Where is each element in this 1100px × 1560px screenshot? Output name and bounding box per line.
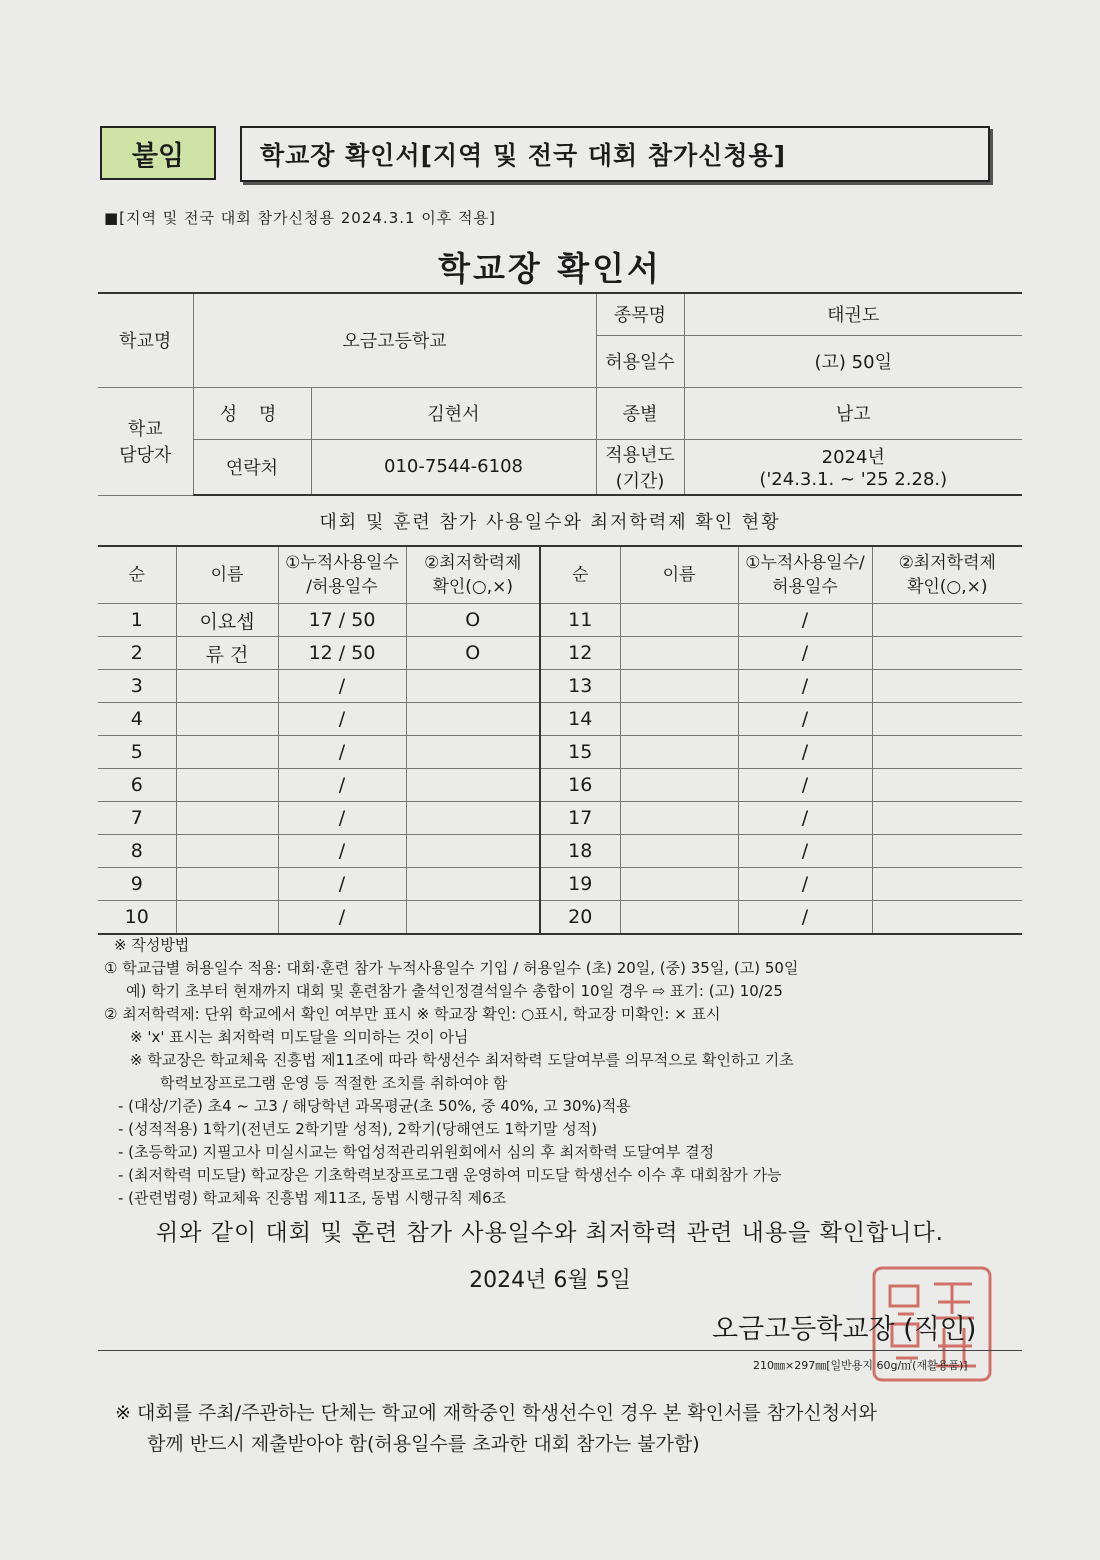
note-line: ※ 작성방법 [114,936,190,954]
note-line: - (대상/기준) 초4 ~ 고3 / 해당학년 과목평균(초 50%, 중 40%, 고 30%)적용 [118,1097,631,1115]
table-row: 2 류 건 12 / 50 O 12 / [98,637,1022,670]
year-label: 적용년도 (기간) [596,439,684,495]
category-value: 남고 [684,387,1022,439]
allowed-days-label: 허용일수 [596,335,684,387]
principal-signature: 오금고등학교장 (직인) [712,1314,977,1345]
header-days: ①누적사용일수 /허용일수 [278,546,406,604]
note-line: ※ 학교장은 학교체육 진흥법 제11조에 따라 학생선수 최저학력 도달여부를 의무적으로 확인하고 기초 [130,1051,794,1069]
note-line: ② 최저학력제: 단위 학교에서 확인 여부만 표시 ※ 학교장 확인: ○표시, 학교장 미확인: × 표시 [104,1005,721,1023]
note-line: - (초등학교) 지필고사 미실시교는 학업성적관리위원회에서 심의 후 최저학력 도달여부 결정 [118,1143,715,1161]
header-no: 순 [98,546,176,604]
header-no: 순 [540,546,620,604]
table-row: 3 / 13 / [98,670,1022,703]
table-row: 8 / 18 / [98,835,1022,868]
header-days: ①누적사용일수/ 허용일수 [738,546,872,604]
footer-line: ※ 대회를 주최/주관하는 단체는 학교에 재학중인 학생선수인 경우 본 확인서를 참가신청서와 [115,1402,877,1424]
table-row: 6 / 16 / [98,769,1022,802]
note-line: 예) 학기 초부터 현재까지 대회 및 훈련참가 출석인정결석일수 총합이 10일 경우 ⇨ 표기: (고) 10/25 [126,982,783,1000]
paper-spec: 210㎜×297㎜[일반용지 60g/㎡(재활용품)] [753,1359,968,1372]
table-row: 5 / 15 / [98,736,1022,769]
note-line: - (관련법령) 학교체육 진흥법 제11조, 동법 시행규칙 제6조 [118,1189,507,1207]
sport-value: 태권도 [684,293,1022,335]
year-value: 2024년 ('24.3.1. ~ '25 2.28.) [684,439,1022,495]
note-line: 학력보장프로그램 운영 등 적절한 조치를 취하여야 함 [160,1074,508,1092]
sport-label: 종목명 [596,293,684,335]
note-line: ① 학교급별 허용일수 적용: 대회·훈련 참가 누적사용일수 기입 / 허용일수 (초) 20일, (중) 35일, (고) 50일 [104,959,799,977]
header-check: ②최저학력제 확인(○,×) [872,546,1022,604]
table-title: 대회 및 훈련 참가 사용일수와 최저학력제 확인 현황 [319,512,781,533]
contact-label: 연락처 [193,439,311,495]
table-row: 4 / 14 / [98,703,1022,736]
table-row: 7 / 17 / [98,802,1022,835]
table-row: 1 이요셉 17 / 50 O 11 / [98,604,1022,637]
note-line: - (최저학력 미도달) 학교장은 기초학력보장프로그램 운영하여 미도달 학생선수 이수 후 대회참가 가능 [118,1166,782,1184]
contact-value: 010-7544-6108 [311,439,596,495]
confirmation-statement: 위와 같이 대회 및 훈련 참가 사용일수와 최저학력 관련 내용을 확인합니다. [156,1220,944,1246]
participation-table [98,545,1022,935]
table-row: 10 / 20 / [98,901,1022,935]
info-table [98,292,1022,496]
table-row: 9 / 19 / [98,868,1022,901]
allowed-days-value: (고) 50일 [684,335,1022,387]
instructions [104,934,1034,1210]
divider [98,1350,1022,1351]
header-check: ②최저학력제 확인(○,×) [406,546,540,604]
name-value: 김현서 [311,387,596,439]
attachment-badge: 붙임 [100,126,216,180]
issue-date: 2024년 6월 5일 [469,1268,631,1293]
note-line: - (성적적용) 1학기(전년도 2학기말 성적), 2학기(당해연도 1학기말 성적) [118,1120,598,1138]
header-name: 이름 [620,546,738,604]
manager-label: 학교 담당자 [98,387,193,495]
footer-note [115,1398,877,1460]
applicability-note: ■[지역 및 전국 대회 참가신청용 2024.3.1 이후 적용] [104,209,496,227]
school-label: 학교명 [98,293,193,387]
note-line: ※ 'x' 표시는 최저학력 미도달을 의미하는 것이 아님 [130,1028,469,1046]
page-title: 학교장 확인서 [438,249,662,288]
name-label: 성 명 [193,387,311,439]
school-value: 오금고등학교 [193,293,596,387]
document-title-box: 학교장 확인서[지역 및 전국 대회 참가신청용] [240,126,990,182]
header-name: 이름 [176,546,278,604]
footer-line: 함께 반드시 제출받아야 함(허용일수를 초과한 대회 참가는 불가함) [147,1433,700,1455]
category-label: 종별 [596,387,684,439]
